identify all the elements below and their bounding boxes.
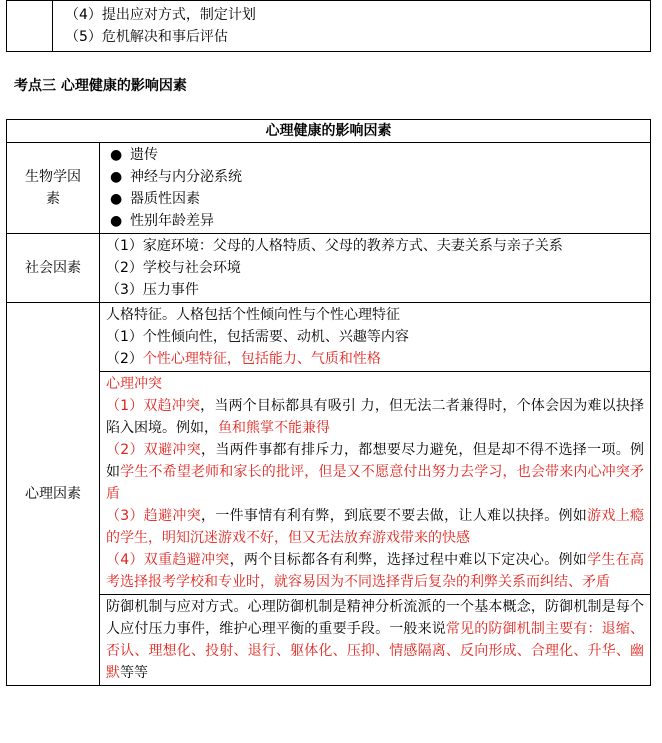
- personality-intro: 人格特征。人格包括个性倾向性与个性心理特征: [106, 307, 400, 323]
- personality-item: （2）个性心理特征，包括能力、气质和性格: [106, 351, 381, 367]
- list-item: ● 遗传: [106, 144, 644, 166]
- bullet-icon: ●: [110, 191, 123, 207]
- psych-personality-row: [7, 303, 651, 372]
- conflict-paragraph: （3）趋避冲突，一件事情有利有弊，到底要不要去做，让人难以抉择。例如游戏上瘾的学生，明知沉迷游戏不好，但又无法放弃游戏带来的快感: [106, 508, 645, 546]
- list-item: ● 性别年龄差异: [106, 210, 644, 232]
- list-item: （1）家庭环境：父母的人格特质、父母的教养方式、夫妻关系与亲子关系: [106, 238, 563, 254]
- list-item: （3）压力事件: [106, 282, 199, 298]
- list-item: ● 器质性因素: [106, 188, 644, 210]
- conflict-paragraph: （1）双趋冲突，当两个目标都具有吸引 力，但无法二者兼得时，个体会因为难以抉择陷入困境。例如，鱼和熊掌不能兼得: [106, 398, 644, 436]
- personality-item: （1）个性倾向性，包括需要、动机、兴趣等内容: [106, 329, 409, 345]
- conflict-content: [100, 372, 651, 595]
- personality-content: [100, 303, 651, 372]
- top-fragment-item: （5）危机解决和事后评估: [65, 29, 228, 45]
- conflict-heading: 心理冲突: [106, 376, 162, 392]
- biology-row: [7, 143, 651, 234]
- top-fragment-content-cell: [53, 1, 651, 52]
- conflict-paragraph: （2）双避冲突，当两件事都有排斥力，都想要尽力避免，但是却不得不选择一项。例如学生不希望老师和家长的批评，但是又不愿意付出努力去学习，也会带来内心冲突矛盾: [106, 442, 645, 502]
- list-item: （2）学校与社会环境: [106, 260, 241, 276]
- bullet-icon: ●: [110, 169, 123, 185]
- list-item: ● 神经与内分泌系统: [106, 166, 644, 188]
- social-content: [100, 234, 651, 303]
- top-fragment-label-cell: [7, 1, 53, 52]
- mental-health-factors-table: [6, 119, 651, 686]
- section-heading: 考点三 心理健康的影响因素: [14, 78, 187, 94]
- conflict-paragraph: （4）双重趋避冲突，两个目标都各有利弊，选择过程中难以下定决心。例如学生在高考选择报考学校和专业时，就容易因为不同选择背后复杂的利弊关系而纠结、矛盾: [106, 552, 644, 590]
- biology-content: [100, 143, 651, 234]
- psych-label: 心理因素: [7, 303, 100, 686]
- psych-conflict-row: [7, 372, 651, 595]
- defense-paragraph: 防御机制与应对方式。心理防御机制是精神分析流派的一个基本概念，防御机制是每个人应付压力事件，维护心理平衡的重要手段。一般来说常见的防御机制主要有：退缩、否认、理想化、投射、退行、躯体化、压抑、情感隔离、反向形成、合理化、升华、幽默等等: [106, 599, 644, 681]
- social-label: 社会因素: [7, 234, 100, 303]
- bullet-icon: ●: [110, 213, 123, 229]
- bullet-icon: ●: [110, 147, 123, 163]
- table-title: 心理健康的影响因素: [7, 120, 651, 143]
- biology-label: 生物学因 素: [7, 143, 100, 234]
- top-fragment-item: （4）提出应对方式，制定计划: [65, 7, 256, 23]
- defense-content: [100, 595, 651, 686]
- social-row: [7, 234, 651, 303]
- top-fragment-table: [6, 0, 651, 52]
- psych-defense-row: [7, 595, 651, 686]
